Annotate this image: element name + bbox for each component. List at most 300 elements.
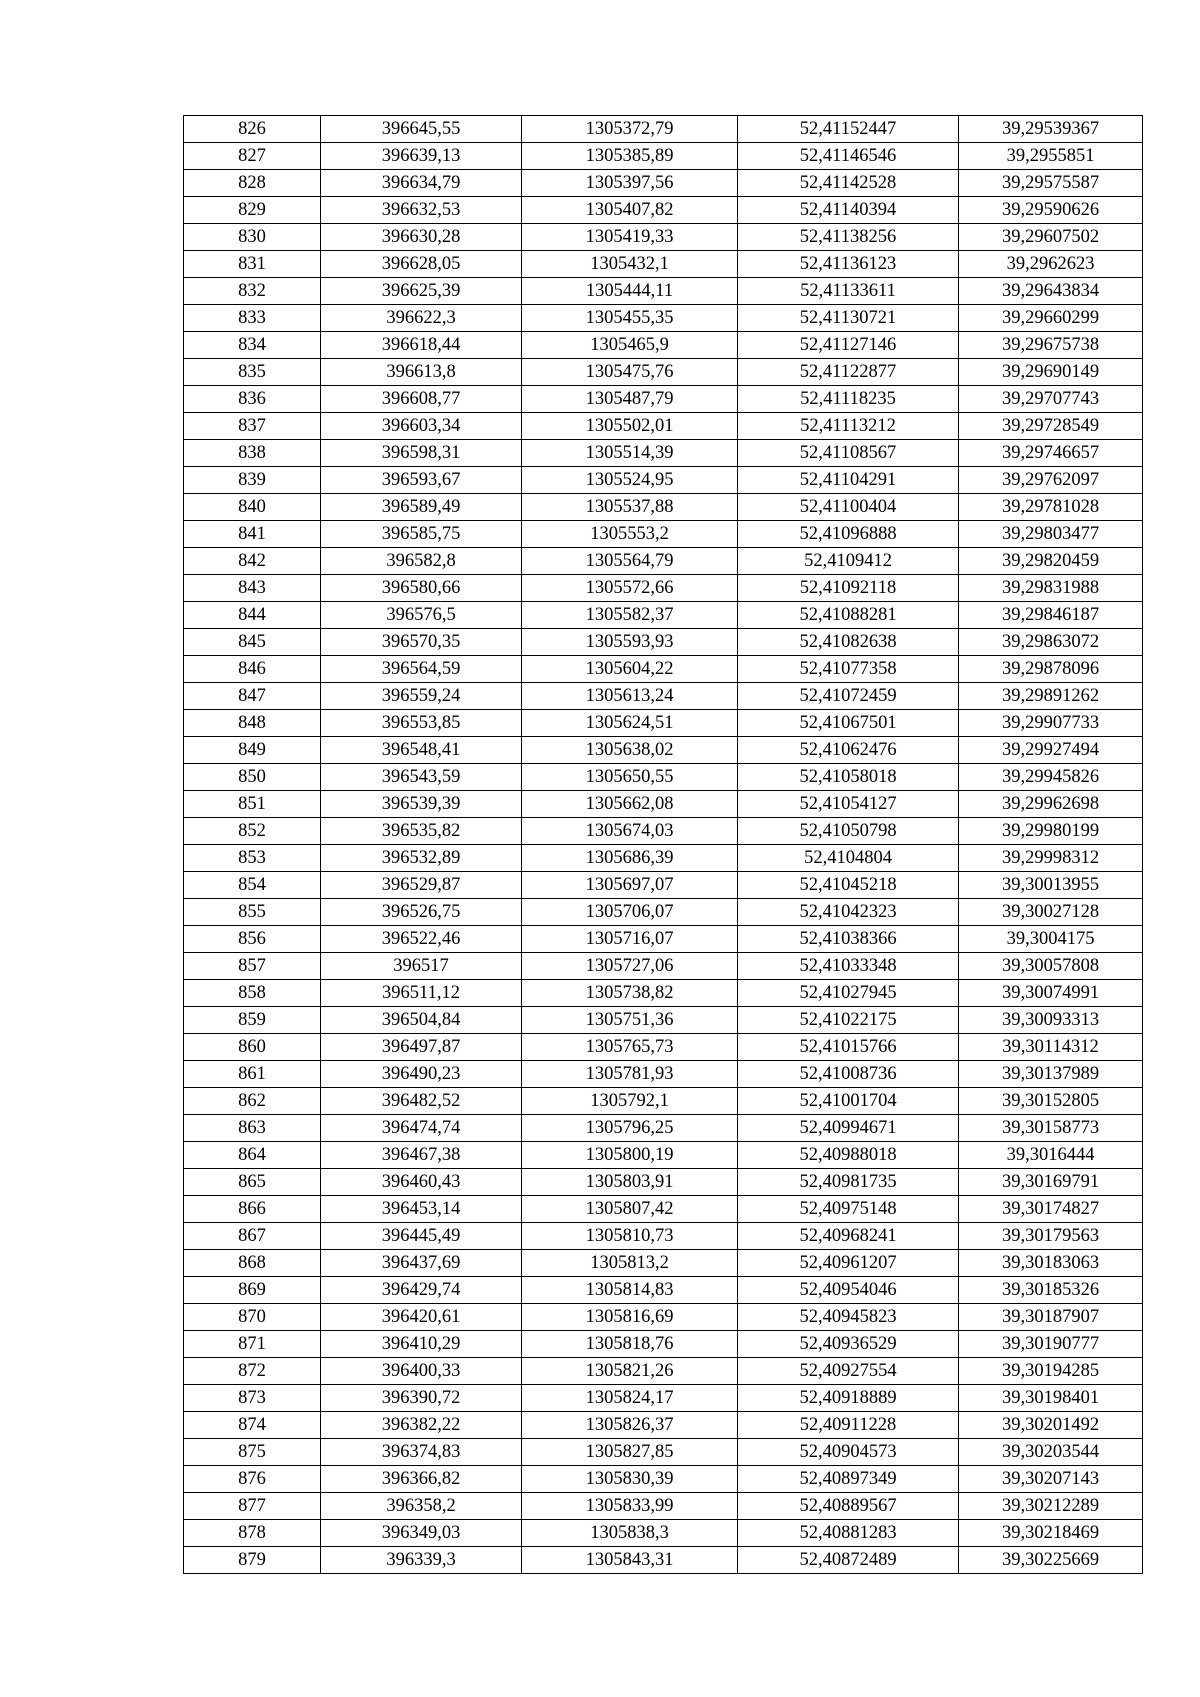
longitude-cell: 39,29607502	[959, 224, 1143, 251]
y-coordinate-cell: 1305407,82	[522, 197, 738, 224]
latitude-cell: 52,41113212	[738, 413, 959, 440]
table-row	[184, 1520, 1143, 1547]
latitude-cell: 52,40927554	[738, 1358, 959, 1385]
x-coordinate-cell: 396497,87	[321, 1034, 522, 1061]
x-coordinate-cell: 396608,77	[321, 386, 522, 413]
x-coordinate-cell: 396467,38	[321, 1142, 522, 1169]
point-number-cell: 855	[184, 899, 321, 926]
point-number-cell: 863	[184, 1115, 321, 1142]
point-number-cell: 859	[184, 1007, 321, 1034]
x-coordinate-cell: 396482,52	[321, 1088, 522, 1115]
y-coordinate-cell: 1305674,03	[522, 818, 738, 845]
table-row	[184, 1034, 1143, 1061]
y-coordinate-cell: 1305838,3	[522, 1520, 738, 1547]
table-row	[184, 818, 1143, 845]
x-coordinate-cell: 396511,12	[321, 980, 522, 1007]
x-coordinate-cell: 396598,31	[321, 440, 522, 467]
table-row	[184, 845, 1143, 872]
latitude-cell: 52,41072459	[738, 683, 959, 710]
longitude-cell: 39,29660299	[959, 305, 1143, 332]
table-row	[184, 575, 1143, 602]
table-row	[184, 440, 1143, 467]
latitude-cell: 52,40881283	[738, 1520, 959, 1547]
table-row	[184, 521, 1143, 548]
table-row	[184, 1277, 1143, 1304]
longitude-cell: 39,29590626	[959, 197, 1143, 224]
longitude-cell: 39,30137989	[959, 1061, 1143, 1088]
point-number-cell: 833	[184, 305, 321, 332]
latitude-cell: 52,41058018	[738, 764, 959, 791]
longitude-cell: 39,29820459	[959, 548, 1143, 575]
latitude-cell: 52,40918889	[738, 1385, 959, 1412]
latitude-cell: 52,41130721	[738, 305, 959, 332]
x-coordinate-cell: 396366,82	[321, 1466, 522, 1493]
x-coordinate-cell: 396382,22	[321, 1412, 522, 1439]
point-number-cell: 867	[184, 1223, 321, 1250]
y-coordinate-cell: 1305814,83	[522, 1277, 738, 1304]
longitude-cell: 39,29762097	[959, 467, 1143, 494]
table-row	[184, 494, 1143, 521]
point-number-cell: 846	[184, 656, 321, 683]
table-row	[184, 1466, 1143, 1493]
y-coordinate-cell: 1305593,93	[522, 629, 738, 656]
longitude-cell: 39,29831988	[959, 575, 1143, 602]
x-coordinate-cell: 396504,84	[321, 1007, 522, 1034]
x-coordinate-cell: 396628,05	[321, 251, 522, 278]
longitude-cell: 39,3016444	[959, 1142, 1143, 1169]
longitude-cell: 39,30198401	[959, 1385, 1143, 1412]
point-number-cell: 845	[184, 629, 321, 656]
x-coordinate-cell: 396570,35	[321, 629, 522, 656]
latitude-cell: 52,40911228	[738, 1412, 959, 1439]
point-number-cell: 877	[184, 1493, 321, 1520]
longitude-cell: 39,30169791	[959, 1169, 1143, 1196]
point-number-cell: 840	[184, 494, 321, 521]
longitude-cell: 39,30013955	[959, 872, 1143, 899]
point-number-cell: 862	[184, 1088, 321, 1115]
y-coordinate-cell: 1305372,79	[522, 116, 738, 143]
table-row	[184, 1196, 1143, 1223]
point-number-cell: 854	[184, 872, 321, 899]
x-coordinate-cell: 396645,55	[321, 116, 522, 143]
coordinates-table-body	[184, 116, 1143, 1574]
latitude-cell: 52,4109412	[738, 548, 959, 575]
point-number-cell: 868	[184, 1250, 321, 1277]
table-row	[184, 1142, 1143, 1169]
x-coordinate-cell: 396559,24	[321, 683, 522, 710]
y-coordinate-cell: 1305816,69	[522, 1304, 738, 1331]
x-coordinate-cell: 396429,74	[321, 1277, 522, 1304]
table-row	[184, 386, 1143, 413]
y-coordinate-cell: 1305810,73	[522, 1223, 738, 1250]
longitude-cell: 39,30074991	[959, 980, 1143, 1007]
x-coordinate-cell: 396358,2	[321, 1493, 522, 1520]
x-coordinate-cell: 396632,53	[321, 197, 522, 224]
latitude-cell: 52,41038366	[738, 926, 959, 953]
point-number-cell: 828	[184, 170, 321, 197]
table-row	[184, 1304, 1143, 1331]
y-coordinate-cell: 1305613,24	[522, 683, 738, 710]
point-number-cell: 856	[184, 926, 321, 953]
longitude-cell: 39,2962623	[959, 251, 1143, 278]
longitude-cell: 39,30201492	[959, 1412, 1143, 1439]
x-coordinate-cell: 396400,33	[321, 1358, 522, 1385]
longitude-cell: 39,30218469	[959, 1520, 1143, 1547]
latitude-cell: 52,41108567	[738, 440, 959, 467]
table-row	[184, 1385, 1143, 1412]
y-coordinate-cell: 1305686,39	[522, 845, 738, 872]
point-number-cell: 829	[184, 197, 321, 224]
table-row	[184, 1439, 1143, 1466]
point-number-cell: 830	[184, 224, 321, 251]
coordinates-table	[183, 115, 1143, 1574]
longitude-cell: 39,29998312	[959, 845, 1143, 872]
longitude-cell: 39,29575587	[959, 170, 1143, 197]
point-number-cell: 866	[184, 1196, 321, 1223]
x-coordinate-cell: 396410,29	[321, 1331, 522, 1358]
point-number-cell: 827	[184, 143, 321, 170]
latitude-cell: 52,41152447	[738, 116, 959, 143]
longitude-cell: 39,30174827	[959, 1196, 1143, 1223]
point-number-cell: 851	[184, 791, 321, 818]
table-row	[184, 980, 1143, 1007]
point-number-cell: 850	[184, 764, 321, 791]
table-row	[184, 224, 1143, 251]
y-coordinate-cell: 1305419,33	[522, 224, 738, 251]
table-row	[184, 899, 1143, 926]
y-coordinate-cell: 1305662,08	[522, 791, 738, 818]
latitude-cell: 52,41136123	[738, 251, 959, 278]
table-row	[184, 926, 1143, 953]
longitude-cell: 39,29927494	[959, 737, 1143, 764]
table-row	[184, 413, 1143, 440]
point-number-cell: 860	[184, 1034, 321, 1061]
point-number-cell: 852	[184, 818, 321, 845]
latitude-cell: 52,40904573	[738, 1439, 959, 1466]
point-number-cell: 849	[184, 737, 321, 764]
x-coordinate-cell: 396445,49	[321, 1223, 522, 1250]
y-coordinate-cell: 1305792,1	[522, 1088, 738, 1115]
longitude-cell: 39,30194285	[959, 1358, 1143, 1385]
latitude-cell: 52,41015766	[738, 1034, 959, 1061]
latitude-cell: 52,41100404	[738, 494, 959, 521]
point-number-cell: 837	[184, 413, 321, 440]
point-number-cell: 864	[184, 1142, 321, 1169]
latitude-cell: 52,41033348	[738, 953, 959, 980]
latitude-cell: 52,41042323	[738, 899, 959, 926]
table-row	[184, 737, 1143, 764]
point-number-cell: 834	[184, 332, 321, 359]
y-coordinate-cell: 1305781,93	[522, 1061, 738, 1088]
latitude-cell: 52,41001704	[738, 1088, 959, 1115]
y-coordinate-cell: 1305397,56	[522, 170, 738, 197]
point-number-cell: 831	[184, 251, 321, 278]
latitude-cell: 52,40988018	[738, 1142, 959, 1169]
point-number-cell: 844	[184, 602, 321, 629]
longitude-cell: 39,30225669	[959, 1547, 1143, 1574]
point-number-cell: 858	[184, 980, 321, 1007]
y-coordinate-cell: 1305502,01	[522, 413, 738, 440]
point-number-cell: 843	[184, 575, 321, 602]
table-row	[184, 764, 1143, 791]
longitude-cell: 39,30207143	[959, 1466, 1143, 1493]
longitude-cell: 39,29690149	[959, 359, 1143, 386]
y-coordinate-cell: 1305524,95	[522, 467, 738, 494]
x-coordinate-cell: 396420,61	[321, 1304, 522, 1331]
y-coordinate-cell: 1305650,55	[522, 764, 738, 791]
longitude-cell: 39,29878096	[959, 656, 1143, 683]
point-number-cell: 861	[184, 1061, 321, 1088]
latitude-cell: 52,40975148	[738, 1196, 959, 1223]
x-coordinate-cell: 396526,75	[321, 899, 522, 926]
x-coordinate-cell: 396576,5	[321, 602, 522, 629]
latitude-cell: 52,40936529	[738, 1331, 959, 1358]
x-coordinate-cell: 396490,23	[321, 1061, 522, 1088]
longitude-cell: 39,3004175	[959, 926, 1143, 953]
longitude-cell: 39,30179563	[959, 1223, 1143, 1250]
y-coordinate-cell: 1305697,07	[522, 872, 738, 899]
point-number-cell: 839	[184, 467, 321, 494]
y-coordinate-cell: 1305455,35	[522, 305, 738, 332]
table-row	[184, 1331, 1143, 1358]
longitude-cell: 39,30114312	[959, 1034, 1143, 1061]
y-coordinate-cell: 1305582,37	[522, 602, 738, 629]
y-coordinate-cell: 1305738,82	[522, 980, 738, 1007]
x-coordinate-cell: 396474,74	[321, 1115, 522, 1142]
latitude-cell: 52,41082638	[738, 629, 959, 656]
longitude-cell: 39,30183063	[959, 1250, 1143, 1277]
latitude-cell: 52,41104291	[738, 467, 959, 494]
latitude-cell: 52,40945823	[738, 1304, 959, 1331]
latitude-cell: 52,41122877	[738, 359, 959, 386]
table-row	[184, 1115, 1143, 1142]
table-row	[184, 170, 1143, 197]
table-row	[184, 1169, 1143, 1196]
longitude-cell: 39,30027128	[959, 899, 1143, 926]
latitude-cell: 52,4104804	[738, 845, 959, 872]
point-number-cell: 875	[184, 1439, 321, 1466]
x-coordinate-cell: 396390,72	[321, 1385, 522, 1412]
latitude-cell: 52,41022175	[738, 1007, 959, 1034]
longitude-cell: 39,2955851	[959, 143, 1143, 170]
x-coordinate-cell: 396374,83	[321, 1439, 522, 1466]
table-row	[184, 1493, 1143, 1520]
y-coordinate-cell: 1305824,17	[522, 1385, 738, 1412]
latitude-cell: 52,41062476	[738, 737, 959, 764]
y-coordinate-cell: 1305827,85	[522, 1439, 738, 1466]
longitude-cell: 39,30187907	[959, 1304, 1143, 1331]
y-coordinate-cell: 1305765,73	[522, 1034, 738, 1061]
x-coordinate-cell: 396349,03	[321, 1520, 522, 1547]
latitude-cell: 52,41092118	[738, 575, 959, 602]
x-coordinate-cell: 396535,82	[321, 818, 522, 845]
x-coordinate-cell: 396639,13	[321, 143, 522, 170]
longitude-cell: 39,29675738	[959, 332, 1143, 359]
longitude-cell: 39,29907733	[959, 710, 1143, 737]
y-coordinate-cell: 1305751,36	[522, 1007, 738, 1034]
table-row	[184, 251, 1143, 278]
x-coordinate-cell: 396582,8	[321, 548, 522, 575]
y-coordinate-cell: 1305553,2	[522, 521, 738, 548]
table-row	[184, 548, 1143, 575]
latitude-cell: 52,41142528	[738, 170, 959, 197]
y-coordinate-cell: 1305716,07	[522, 926, 738, 953]
latitude-cell: 52,41050798	[738, 818, 959, 845]
point-number-cell: 876	[184, 1466, 321, 1493]
point-number-cell: 871	[184, 1331, 321, 1358]
latitude-cell: 52,41118235	[738, 386, 959, 413]
latitude-cell: 52,40994671	[738, 1115, 959, 1142]
x-coordinate-cell: 396339,3	[321, 1547, 522, 1574]
y-coordinate-cell: 1305807,42	[522, 1196, 738, 1223]
longitude-cell: 39,29539367	[959, 116, 1143, 143]
y-coordinate-cell: 1305514,39	[522, 440, 738, 467]
point-number-cell: 865	[184, 1169, 321, 1196]
point-number-cell: 873	[184, 1385, 321, 1412]
x-coordinate-cell: 396460,43	[321, 1169, 522, 1196]
table-row	[184, 305, 1143, 332]
table-row	[184, 1088, 1143, 1115]
y-coordinate-cell: 1305604,22	[522, 656, 738, 683]
x-coordinate-cell: 396589,49	[321, 494, 522, 521]
table-row	[184, 1223, 1143, 1250]
point-number-cell: 878	[184, 1520, 321, 1547]
table-row	[184, 683, 1143, 710]
x-coordinate-cell: 396593,67	[321, 467, 522, 494]
longitude-cell: 39,30152805	[959, 1088, 1143, 1115]
y-coordinate-cell: 1305813,2	[522, 1250, 738, 1277]
point-number-cell: 835	[184, 359, 321, 386]
longitude-cell: 39,29846187	[959, 602, 1143, 629]
y-coordinate-cell: 1305830,39	[522, 1466, 738, 1493]
x-coordinate-cell: 396622,3	[321, 305, 522, 332]
y-coordinate-cell: 1305624,51	[522, 710, 738, 737]
longitude-cell: 39,29707743	[959, 386, 1143, 413]
longitude-cell: 39,29803477	[959, 521, 1143, 548]
point-number-cell: 853	[184, 845, 321, 872]
y-coordinate-cell: 1305843,31	[522, 1547, 738, 1574]
x-coordinate-cell: 396517	[321, 953, 522, 980]
x-coordinate-cell: 396630,28	[321, 224, 522, 251]
point-number-cell: 874	[184, 1412, 321, 1439]
latitude-cell: 52,41067501	[738, 710, 959, 737]
y-coordinate-cell: 1305706,07	[522, 899, 738, 926]
x-coordinate-cell: 396453,14	[321, 1196, 522, 1223]
latitude-cell: 52,41054127	[738, 791, 959, 818]
table-row	[184, 332, 1143, 359]
x-coordinate-cell: 396548,41	[321, 737, 522, 764]
longitude-cell: 39,30203544	[959, 1439, 1143, 1466]
x-coordinate-cell: 396522,46	[321, 926, 522, 953]
x-coordinate-cell: 396603,34	[321, 413, 522, 440]
x-coordinate-cell: 396613,8	[321, 359, 522, 386]
point-number-cell: 870	[184, 1304, 321, 1331]
x-coordinate-cell: 396625,39	[321, 278, 522, 305]
y-coordinate-cell: 1305727,06	[522, 953, 738, 980]
point-number-cell: 872	[184, 1358, 321, 1385]
y-coordinate-cell: 1305537,88	[522, 494, 738, 521]
x-coordinate-cell: 396529,87	[321, 872, 522, 899]
table-row	[184, 710, 1143, 737]
latitude-cell: 52,40981735	[738, 1169, 959, 1196]
longitude-cell: 39,29891262	[959, 683, 1143, 710]
y-coordinate-cell: 1305572,66	[522, 575, 738, 602]
y-coordinate-cell: 1305833,99	[522, 1493, 738, 1520]
y-coordinate-cell: 1305818,76	[522, 1331, 738, 1358]
longitude-cell: 39,29980199	[959, 818, 1143, 845]
y-coordinate-cell: 1305564,79	[522, 548, 738, 575]
table-row	[184, 602, 1143, 629]
latitude-cell: 52,41146546	[738, 143, 959, 170]
point-number-cell: 847	[184, 683, 321, 710]
x-coordinate-cell: 396437,69	[321, 1250, 522, 1277]
latitude-cell: 52,41096888	[738, 521, 959, 548]
latitude-cell: 52,40968241	[738, 1223, 959, 1250]
latitude-cell: 52,40954046	[738, 1277, 959, 1304]
latitude-cell: 52,40872489	[738, 1547, 959, 1574]
y-coordinate-cell: 1305796,25	[522, 1115, 738, 1142]
table-row	[184, 791, 1143, 818]
longitude-cell: 39,29962698	[959, 791, 1143, 818]
longitude-cell: 39,30212289	[959, 1493, 1143, 1520]
y-coordinate-cell: 1305475,76	[522, 359, 738, 386]
point-number-cell: 826	[184, 116, 321, 143]
x-coordinate-cell: 396532,89	[321, 845, 522, 872]
table-row	[184, 197, 1143, 224]
longitude-cell: 39,29945826	[959, 764, 1143, 791]
table-row	[184, 143, 1143, 170]
longitude-cell: 39,30158773	[959, 1115, 1143, 1142]
x-coordinate-cell: 396634,79	[321, 170, 522, 197]
point-number-cell: 838	[184, 440, 321, 467]
y-coordinate-cell: 1305444,11	[522, 278, 738, 305]
table-row	[184, 359, 1143, 386]
point-number-cell: 857	[184, 953, 321, 980]
latitude-cell: 52,40961207	[738, 1250, 959, 1277]
latitude-cell: 52,40889567	[738, 1493, 959, 1520]
table-row	[184, 1547, 1143, 1574]
longitude-cell: 39,29781028	[959, 494, 1143, 521]
table-row	[184, 1358, 1143, 1385]
longitude-cell: 39,29746657	[959, 440, 1143, 467]
x-coordinate-cell: 396585,75	[321, 521, 522, 548]
point-number-cell: 842	[184, 548, 321, 575]
table-row	[184, 953, 1143, 980]
table-row	[184, 1250, 1143, 1277]
latitude-cell: 52,41088281	[738, 602, 959, 629]
y-coordinate-cell: 1305432,1	[522, 251, 738, 278]
x-coordinate-cell: 396539,39	[321, 791, 522, 818]
y-coordinate-cell: 1305803,91	[522, 1169, 738, 1196]
table-row	[184, 872, 1143, 899]
x-coordinate-cell: 396580,66	[321, 575, 522, 602]
y-coordinate-cell: 1305821,26	[522, 1358, 738, 1385]
document-page	[183, 115, 1142, 1574]
x-coordinate-cell: 396618,44	[321, 332, 522, 359]
table-row	[184, 1061, 1143, 1088]
x-coordinate-cell: 396553,85	[321, 710, 522, 737]
latitude-cell: 52,41138256	[738, 224, 959, 251]
y-coordinate-cell: 1305465,9	[522, 332, 738, 359]
point-number-cell: 832	[184, 278, 321, 305]
longitude-cell: 39,29728549	[959, 413, 1143, 440]
table-row	[184, 116, 1143, 143]
table-row	[184, 656, 1143, 683]
latitude-cell: 52,41008736	[738, 1061, 959, 1088]
longitude-cell: 39,29863072	[959, 629, 1143, 656]
y-coordinate-cell: 1305826,37	[522, 1412, 738, 1439]
y-coordinate-cell: 1305800,19	[522, 1142, 738, 1169]
